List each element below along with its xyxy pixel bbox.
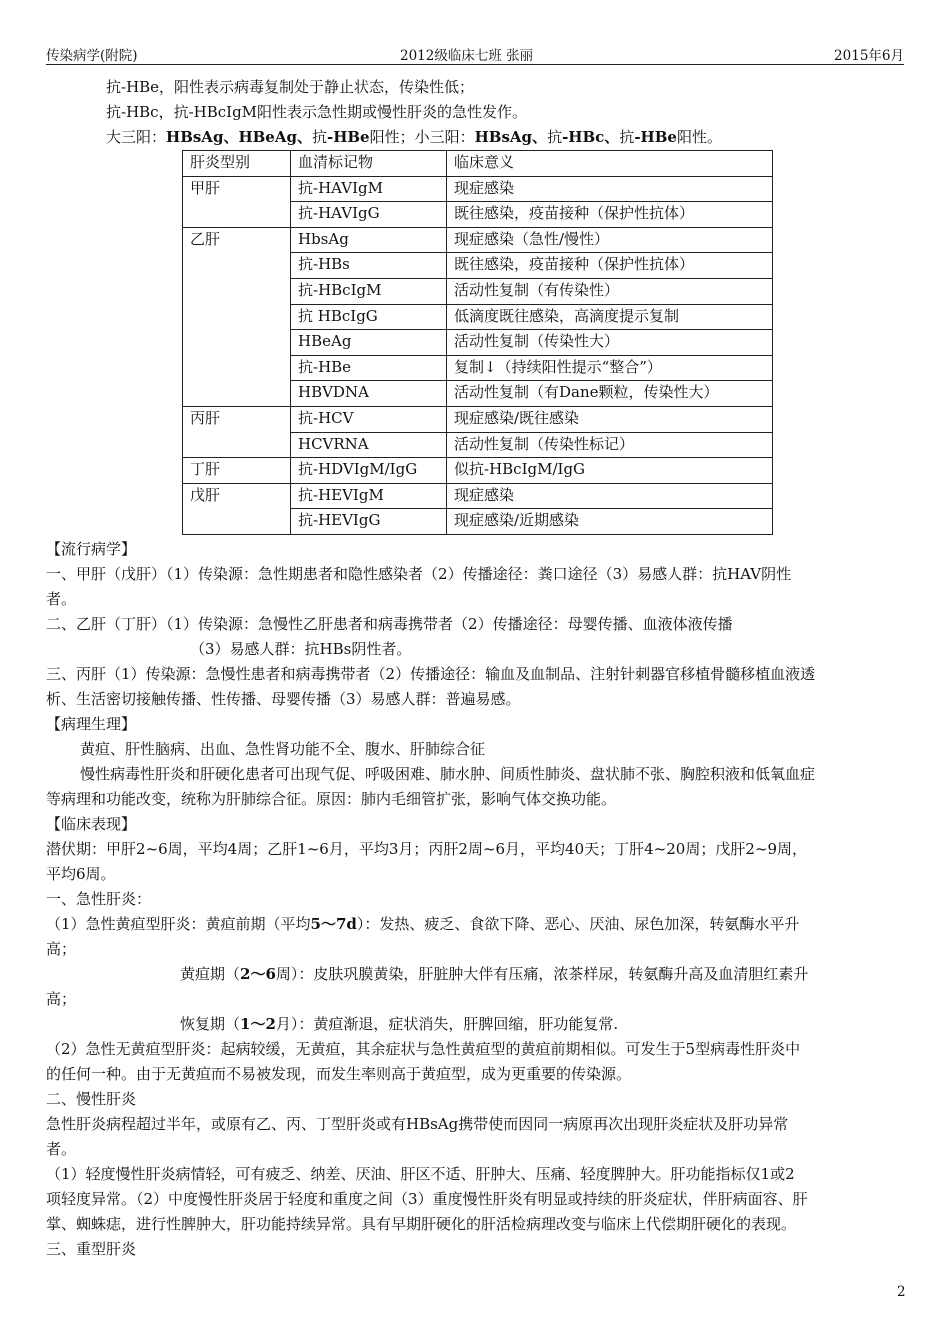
intro-line-serology: 大三阳：HBsAg、HBeAg、抗-HBe阳性；小三阳：HBsAg、抗-HBc、抗-HBe阳性。 [106, 128, 722, 146]
paragraph-line: 一、甲肝（戊肝）（1）传染源：急性期患者和隐性感染者（2）传播途径：粪口途径（3）易感人群：抗HAV阴性 [46, 565, 792, 583]
paragraph-line: 者。 [46, 590, 77, 608]
meaning-cell: 现症感染/既往感染 [447, 406, 773, 432]
subsection-heading: 一、急性肝炎： [46, 890, 152, 908]
paragraph-line: 急性肝炎病程超过半年，或原有乙、丙、丁型肝炎或有HBsAg携带使而因同一病原再次出现肝炎症状及肝功异常 [46, 1115, 789, 1133]
subsection-heading: 二、慢性肝炎 [46, 1090, 137, 1108]
paragraph-line: 高； [46, 940, 77, 958]
paragraph-line: 三、丙肝（1）传染源：急慢性患者和病毒携带者（2）传播途径：输血及血制品、注射针刺器官移植骨髓移植血液透 [46, 665, 816, 683]
marker-cell: HBVDNA [291, 381, 447, 407]
marker-cell: HbsAg [291, 227, 447, 253]
table-header-cell: 临床意义 [447, 151, 773, 177]
marker-cell: 抗-HBe [291, 355, 447, 381]
section-heading: 【临床表现】 [46, 815, 137, 833]
hepatitis-type-cell: 甲肝 [183, 176, 291, 227]
paragraph-line: 高； [46, 990, 77, 1008]
header-course: 传染病学(附院) [46, 48, 138, 64]
intro-line: 抗-HBc，抗-HBcIgM阳性表示急性期或慢性肝炎的急性发作。 [106, 103, 528, 121]
meaning-cell: 似抗-HBcIgM/IgG [447, 458, 773, 484]
paragraph-line: 黄疸、肝性脑病、出血、急性肾功能不全、腹水、肝肺综合征 [80, 740, 486, 758]
header-author: 2012级临床七班 张丽 [400, 48, 534, 64]
marker-cell: 抗-HBcIgM [291, 278, 447, 304]
paragraph-line: 二、乙肝（丁肝）（1）传染源：急慢性乙肝患者和病毒携带者（2）传播途径：母婴传播、血液体液传播 [46, 615, 733, 633]
paragraph-line: 的任何一种。由于无黄疸而不易被发现，而发生率则高于黄疸型，成为更重要的传染源。 [46, 1065, 632, 1083]
paragraph-line: 等病理和功能改变，统称为肝肺综合征。原因：肺内毛细管扩张，影响气体交换功能。 [46, 790, 617, 808]
intro-line: 抗-HBe，阳性表示病毒复制处于静止状态，传染性低； [106, 78, 475, 96]
meaning-cell: 既往感染，疫苗接种（保护性抗体） [447, 202, 773, 228]
paragraph-line: 潜伏期：甲肝2~6周，平均4周；乙肝1~6月，平均3月；丙肝2周~6月，平均40天；丁肝4~20周；戊肝2~9周， [46, 840, 807, 858]
marker-cell: 抗-HEVIgG [291, 509, 447, 535]
marker-cell: 抗-HDVIgM/IgG [291, 458, 447, 484]
meaning-cell: 现症感染（急性/慢性） [447, 227, 773, 253]
page-header [46, 44, 904, 65]
hepatitis-type-cell: 丙肝 [183, 406, 291, 457]
marker-cell: HBeAg [291, 330, 447, 356]
paragraph-line: （2）急性无黄疸型肝炎：起病较缓，无黄疸，其余症状与急性黄疸型的黄疸前期相似。可发生于5型病毒性肝炎中 [46, 1040, 801, 1058]
table-row [183, 458, 773, 484]
section-heading: 【流行病学】 [46, 540, 137, 558]
marker-cell: HCVRNA [291, 432, 447, 458]
hepatitis-type-cell: 乙肝 [183, 227, 291, 406]
paragraph-line: 者。 [46, 1140, 77, 1158]
paragraph-line: （1）急性黄疸型肝炎：黄疸前期（平均5～7d）：发热、疲乏、食欲下降、恶心、厌油、尿色加深，转氨酶水平升 [46, 915, 800, 933]
paragraph-line: 掌、蜘蛛痣，进行性脾肿大，肝功能持续异常。具有早期肝硬化的肝活检病理改变与临床上代偿期肝硬化的表现。 [46, 1215, 797, 1233]
meaning-cell: 活动性复制（传染性大） [447, 330, 773, 356]
meaning-cell: 现症感染/近期感染 [447, 509, 773, 535]
section-heading: 【病理生理】 [46, 715, 137, 733]
hepatitis-type-cell: 丁肝 [183, 458, 291, 484]
table-row [183, 227, 773, 253]
meaning-cell: 活动性复制（传染性标记） [447, 432, 773, 458]
meaning-cell: 既往感染，疫苗接种（保护性抗体） [447, 253, 773, 279]
table-header-row [183, 151, 773, 177]
paragraph-line: （1）轻度慢性肝炎病情轻，可有疲乏、纳差、厌油、肝区不适、肝肿大、压痛、轻度脾肿大。肝功能指标仅1或2 [46, 1165, 795, 1183]
paragraph-line: 恢复期（1～2月）：黄疸渐退，症状消失，肝脾回缩，肝功能复常. [180, 1015, 619, 1033]
meaning-cell: 现症感染 [447, 483, 773, 509]
marker-cell: 抗-HAVIgG [291, 202, 447, 228]
hepatitis-marker-table [182, 150, 773, 535]
paragraph-line: （3）易感人群：抗HBs阴性者。 [190, 640, 412, 658]
paragraph-line: 慢性病毒性肝炎和肝硬化患者可出现气促、呼吸困难、肺水肿、间质性肺炎、盘状肺不张、胸腔积液和低氧血症 [80, 765, 816, 783]
paragraph-line: 黄疸期（2～6周）：皮肤巩膜黄染，肝脏肿大伴有压痛，浓茶样尿，转氨酶升高及血清胆红素升 [180, 965, 809, 983]
table-row [183, 406, 773, 432]
marker-cell: 抗-HEVIgM [291, 483, 447, 509]
paragraph-line: 析、生活密切接触传播、性传播、母婴传播（3）易感人群：普遍易感。 [46, 690, 521, 708]
paragraph-line: 平均6周。 [46, 865, 116, 883]
paragraph-line: 项轻度异常。（2）中度慢性肝炎居于轻度和重度之间（3）重度慢性肝炎有明显或持续的肝炎症状，伴肝病面容、肝 [46, 1190, 808, 1208]
marker-cell: 抗-HCV [291, 406, 447, 432]
meaning-cell: 活动性复制（有Dane颗粒，传染性大） [447, 381, 773, 407]
page-number: 2 [897, 1284, 906, 1300]
marker-cell: 抗-HBs [291, 253, 447, 279]
table-header-cell: 肝炎型别 [183, 151, 291, 177]
meaning-cell: 现症感染 [447, 176, 773, 202]
table-row [183, 483, 773, 509]
hepatitis-type-cell: 戊肝 [183, 483, 291, 534]
marker-cell: 抗-HAVIgM [291, 176, 447, 202]
meaning-cell: 低滴度既往感染，高滴度提示复制 [447, 304, 773, 330]
header-date: 2015年6月 [834, 48, 904, 64]
subsection-heading: 三、重型肝炎 [46, 1240, 137, 1258]
marker-cell: 抗 HBcIgG [291, 304, 447, 330]
table-row [183, 176, 773, 202]
meaning-cell: 活动性复制（有传染性） [447, 278, 773, 304]
table-header-cell: 血清标记物 [291, 151, 447, 177]
meaning-cell: 复制↓（持续阳性提示“整合”） [447, 355, 773, 381]
